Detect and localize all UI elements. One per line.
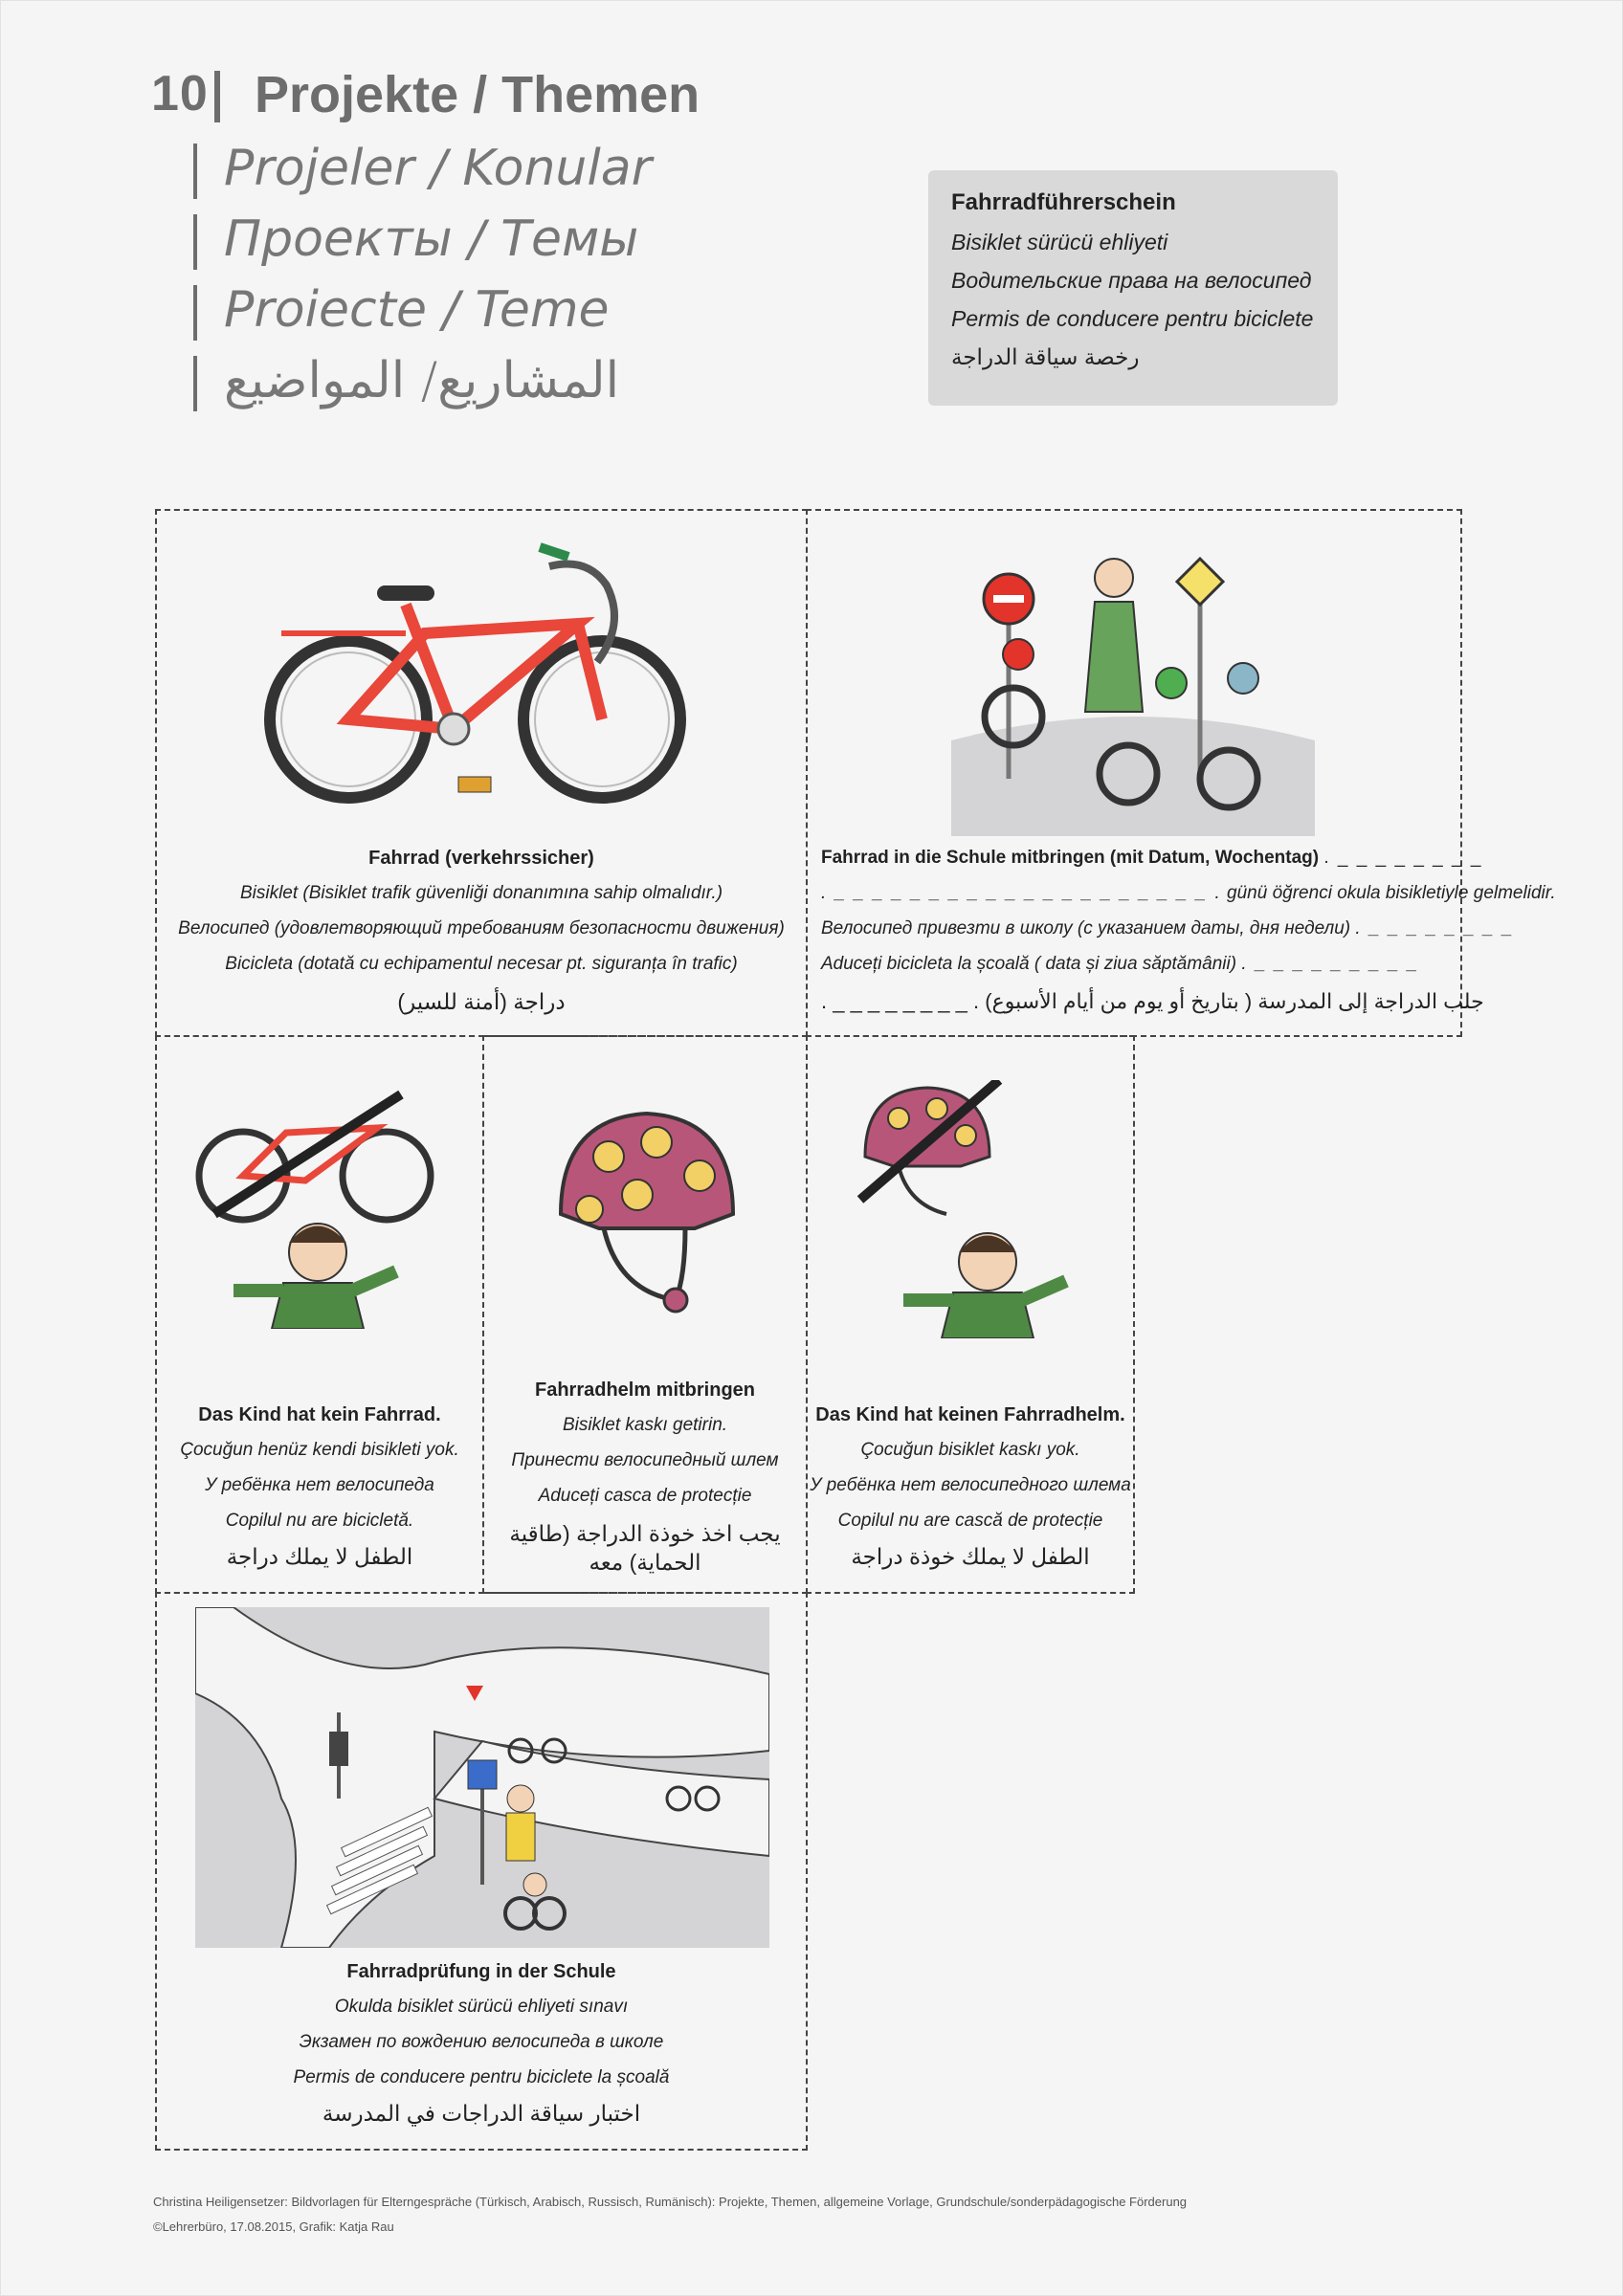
- caption-tr: Bisiklet kaskı getirin.: [562, 1415, 728, 1435]
- header-divider: [214, 71, 220, 122]
- topic-title-box: [928, 170, 1338, 406]
- card-no-helmet: [806, 1035, 1135, 1594]
- caption-ar: اختبار سياقة الدراجات في المدرسة: [322, 2101, 641, 2126]
- card-bike: [155, 509, 808, 1037]
- chapter-title: Projekte / Themen: [255, 66, 700, 123]
- caption-tr: . _ _ _ _ _ _ _ _ _ _ _ _ _ _ _ _ _ _ _ _ . günü öğrenci okula bisikletiyle gelmelidir.: [821, 883, 1556, 903]
- caption-ru: Велосипед (удовлетворяющий требованиям безопасности движения): [178, 918, 785, 938]
- crossed-bike-boy-illustration: [195, 1080, 444, 1329]
- card-bring-bike: [806, 509, 1556, 1037]
- chapter-number: 10: [151, 66, 209, 121]
- caption-de: Fahrrad in die Schule mitbringen (mit Datum, Wochentag) . _ _ _ _ _ _ _ _: [821, 848, 1483, 868]
- caption-tr: Çocuğun bisiklet kaskı yok.: [860, 1440, 1080, 1460]
- crossed-helmet-boy-illustration: [856, 1080, 1104, 1338]
- card-no-bike: [155, 1035, 484, 1594]
- caption-de: Das Kind hat kein Fahrrad.: [198, 1404, 441, 1425]
- caption-ro: Copilul nu are bicicletă.: [225, 1511, 414, 1531]
- caption-tr: Çocuğun henüz kendi bisikleti yok.: [180, 1440, 459, 1460]
- caption-tr: Bisiklet (Bisiklet trafik güvenliği donanımına sahip olmalıdır.): [239, 883, 723, 903]
- caption-ar: الطفل لا يملك دراجة: [226, 1544, 413, 1569]
- children-bikes-illustration: [951, 549, 1315, 836]
- traffic-exam-illustration: [195, 1607, 769, 1948]
- caption-ro: Bicicleta (dotată cu echipamentul necesar pt. siguranța în trafic): [225, 954, 738, 974]
- bicycle-illustration: [262, 538, 702, 825]
- caption-ro: Aduceți casca de protecție: [538, 1486, 752, 1506]
- caption-ru: Экзамен по вождению велосипеда в школе: [299, 2032, 664, 2052]
- card-exam: [155, 1592, 808, 2151]
- caption-de: Das Kind hat keinen Fahrradhelm.: [815, 1404, 1125, 1425]
- caption-ar-1: يجب اخذ خوذة الدراجة (طاقية: [509, 1521, 781, 1546]
- caption-ru: У ребёнка нет велосипеда: [205, 1475, 434, 1495]
- card-helmet: [482, 1035, 808, 1594]
- topic-title-tr: Bisiklet sürücü ehliyeti: [951, 230, 1168, 254]
- footer-copyright: ©Lehrerbüro, 17.08.2015, Grafik: Katja Rau: [153, 2219, 394, 2234]
- caption-de: Fahrrad (verkehrssicher): [368, 848, 594, 869]
- topic-title-ro: Permis de conducere pentru biciclete: [951, 306, 1314, 331]
- caption-ar-2: الحماية) معه: [589, 1550, 701, 1575]
- caption-ro: Aduceți bicicleta la școală ( data și ziua săptămânii) . _ _ _ _ _ _ _ _ _: [821, 954, 1420, 974]
- caption-ru: Велосипед привезти в школу (с указанием даты, дня недели) . _ _ _ _ _ _ _ _: [821, 918, 1515, 938]
- caption-ar: . _ _ _ _ _ _ _ _ . جلب الدراجة إلى المدرسة ( بتاريخ أو يوم من أيام الأسبوع): [821, 989, 1484, 1013]
- caption-ar: الطفل لا يملك خوذة دراجة: [851, 1544, 1090, 1569]
- topic-title-ru: Водительские права на велосипед: [951, 268, 1312, 293]
- caption-de: Fahrradhelm mitbringen: [534, 1380, 756, 1401]
- caption-tr: Okulda bisiklet sürücü ehliyeti sınavı: [334, 1997, 629, 2017]
- caption-de: Fahrradprüfung in der Schule: [346, 1961, 616, 1982]
- topic-title-ar: رخصة سياقة الدراجة: [951, 344, 1140, 369]
- caption-ru: Принести велосипедный шлем: [511, 1450, 779, 1470]
- caption-ro: Permis de conducere pentru biciclete la școală: [293, 2067, 670, 2087]
- caption-ro: Copilul nu are cască de protecție: [837, 1511, 1103, 1531]
- caption-ru: У ребёнка нет велосипедного шлема: [810, 1475, 1131, 1495]
- caption-ar: دراجة (أمنة للسير): [397, 989, 566, 1014]
- topic-title-de: Fahrradführerschein: [951, 189, 1176, 215]
- footer-credit: Christina Heiligensetzer: Bildvorlagen für Elterngespräche (Türkisch, Arabisch, Russisch, Rumänisch): Projekte, Themen, allgemeine Vorlage, Grundschule/sonderpädagogische Förderung: [153, 2195, 1188, 2209]
- helmet-illustration: [551, 1099, 743, 1319]
